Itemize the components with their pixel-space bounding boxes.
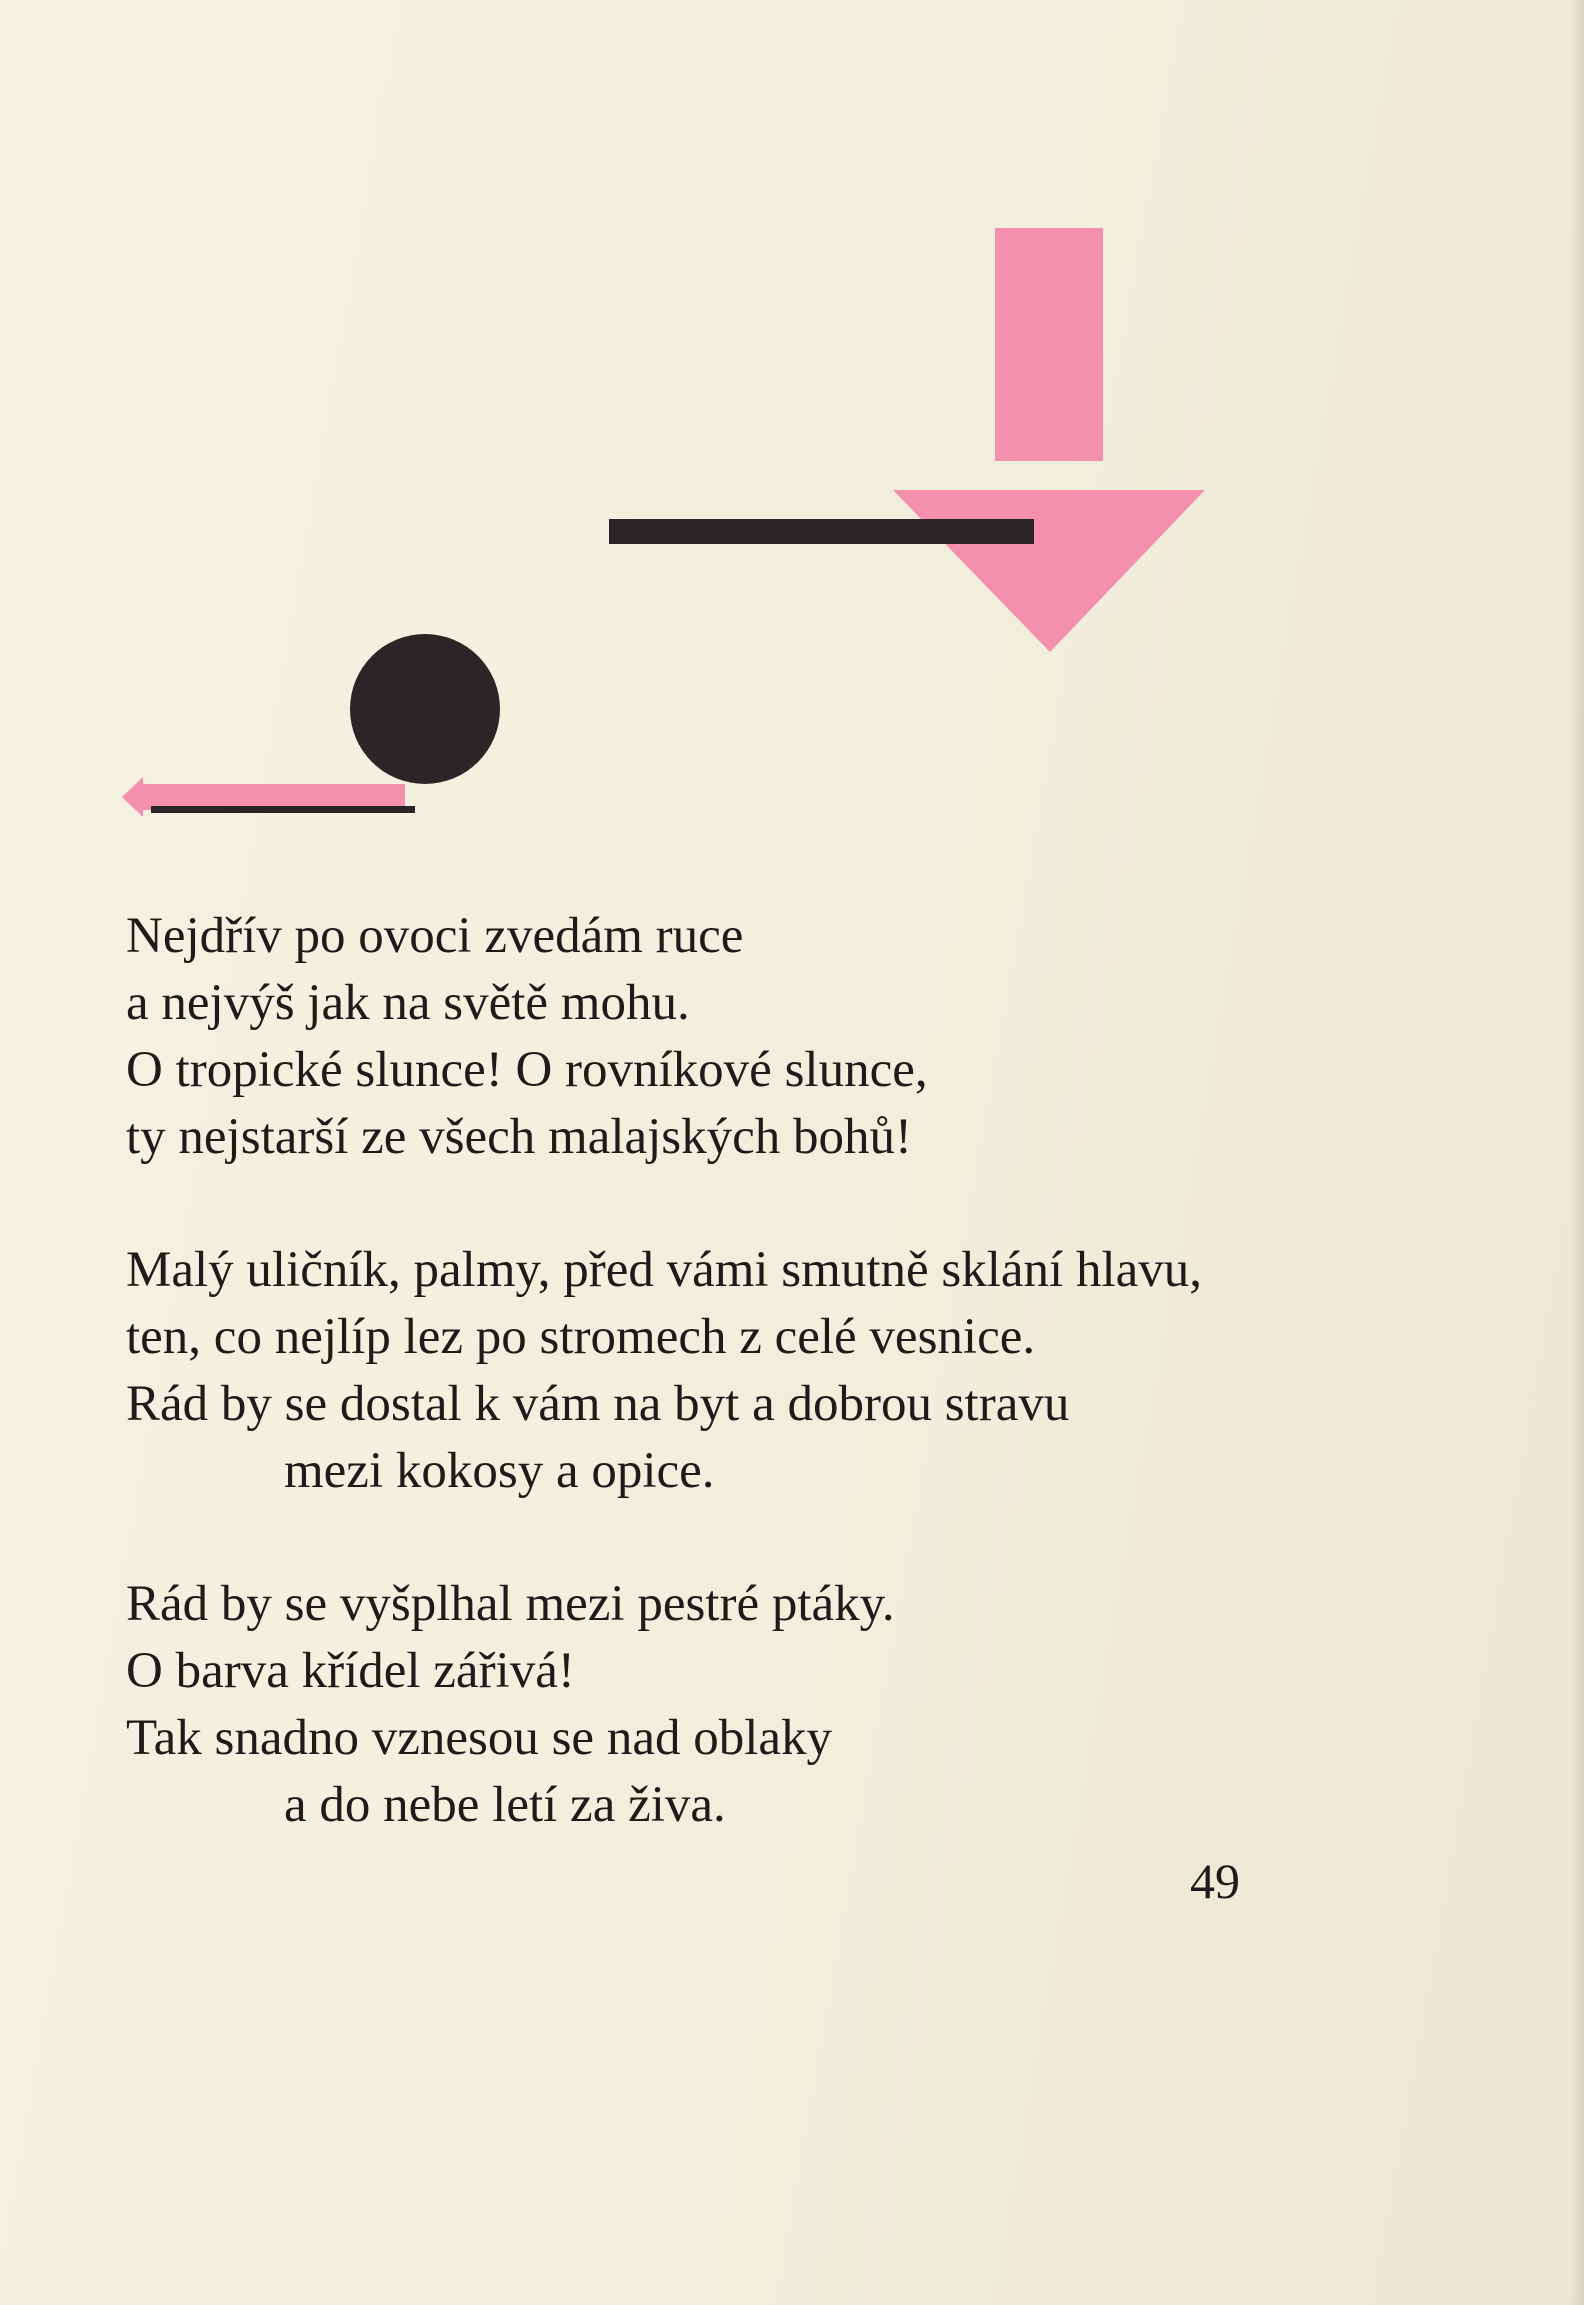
poem-line: Rád by se dostal k vám na byt a dobrou stravu xyxy=(126,1376,1070,1432)
poem-line: Nejdřív po ovoci zvedám ruce xyxy=(126,908,744,964)
poem xyxy=(126,903,1376,1905)
pink-down-triangle xyxy=(893,490,1205,652)
poem-line-indented: mezi kokosy a opice. xyxy=(284,1443,715,1499)
poem-line: O barva křídel zářivá! xyxy=(126,1643,575,1699)
black-horizontal-bar xyxy=(609,519,1034,544)
poem-line: O tropické slunce! O rovníkové slunce, xyxy=(126,1042,928,1098)
poem-line: ty nejstarší ze všech malajských bohů! xyxy=(126,1109,913,1165)
page-number: 49 xyxy=(1190,1853,1240,1909)
poem-line-indented: a do nebe letí za živa. xyxy=(284,1777,726,1833)
stanza-2 xyxy=(126,1237,1376,1505)
poem-line: Rád by se vyšplhal mezi pestré ptáky. xyxy=(126,1576,895,1632)
stanza-3 xyxy=(126,1571,1376,1839)
poem-line: ten, co nejlíp lez po stromech z celé vesnice. xyxy=(126,1309,1036,1365)
black-underline-bar xyxy=(151,806,415,813)
constructivist-illustration xyxy=(0,0,1584,900)
black-circle xyxy=(350,634,500,784)
poem-line: Tak snadno vznesou se nad oblaky xyxy=(126,1710,833,1766)
poem-line: Malý uličník, palmy, před vámi smutně sklání hlavu, xyxy=(126,1242,1203,1298)
poem-line: a nejvýš jak na světě mohu. xyxy=(126,975,690,1031)
stanza-1 xyxy=(126,903,1376,1171)
pink-vertical-bar xyxy=(995,228,1103,461)
